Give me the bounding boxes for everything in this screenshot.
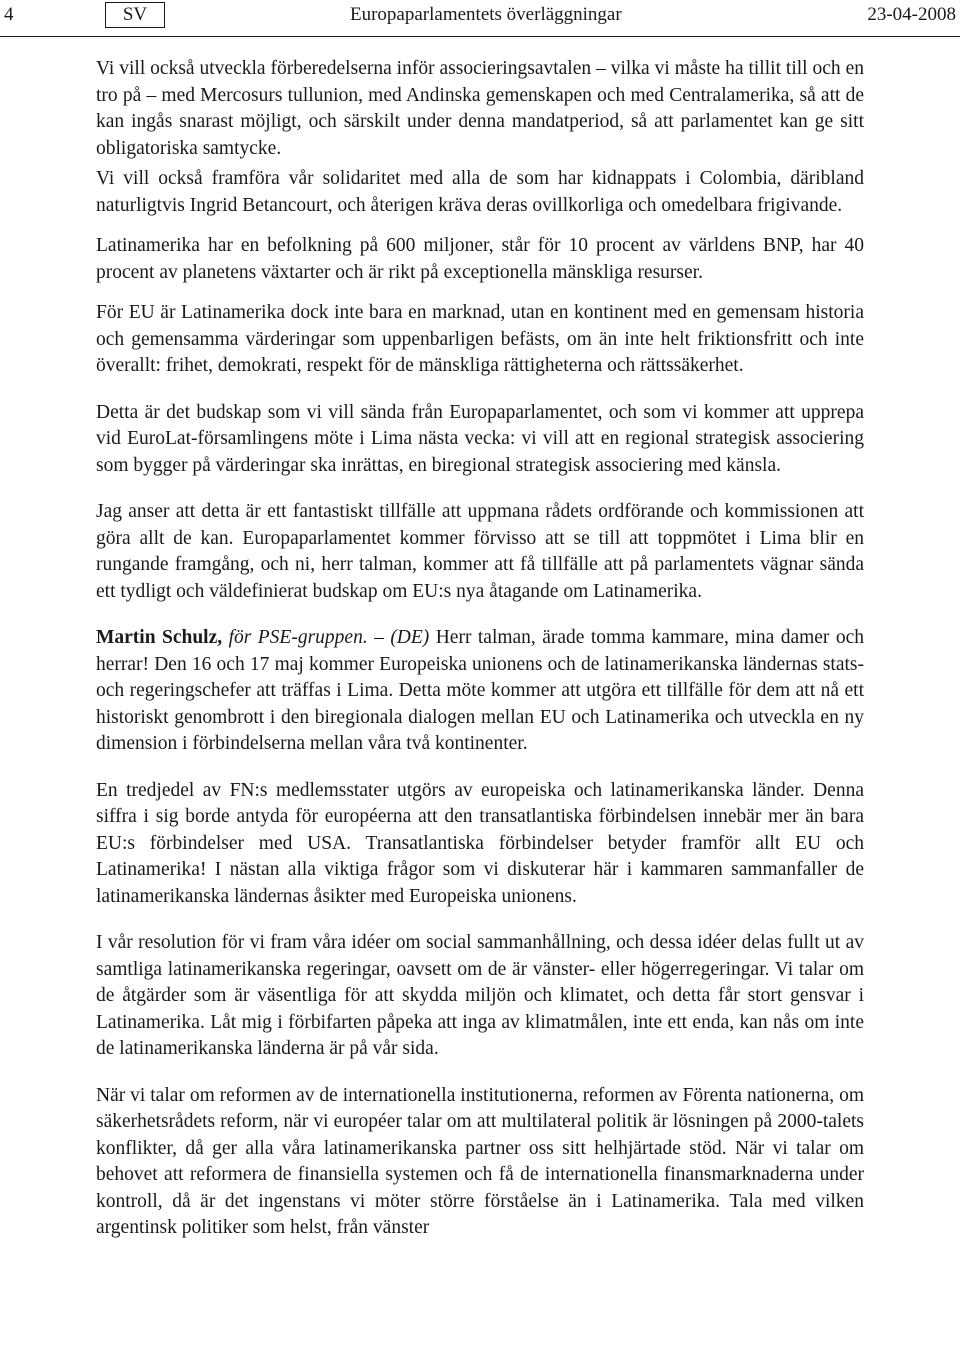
paragraph: Jag anser att detta är ett fantastiskt tillfälle att uppmana rådets ordförande och kommissionen att göra allt de kan. Europaparlamentet kommer förvisso att se till att toppmötet i Lima blir en rungande framgång, och ni, herr talman, kommer att få tillfälle att på parlamentets vägnar sända ett tydligt och väldefinierat budskap om EU:s nya åtagande om Latinamerika.	[96, 501, 864, 602]
speech-dash: –	[367, 627, 391, 648]
paragraph: Detta är det budskap som vi vill sända från Europaparlamentet, och som vi kommer att upprepa vid EuroLat-församlingens möte i Lima nästa vecka: vi vill att en regional strategisk associering som bygger på värderingar ska inrättas, en biregional strategisk associering med känsla.	[96, 401, 864, 476]
document-body	[96, 56, 864, 1242]
speaker-name: Martin Schulz,	[96, 627, 223, 648]
speech-language-code: (DE)	[390, 627, 430, 648]
paragraph: När vi talar om reformen av de internationella institutionerna, reformen av Förenta nationerna, om säkerhetsrådets reform, när vi européer talar om att multilateral politik är lösningen på 2000-talets konflikter, då ger alla våra latinamerikanska partner oss sitt helhjärtade stöd. När vi talar om behovet att reformera de finansiella systemen och få de internationella finansmarknaderna under kontroll, då är det ingenstans vi möter större förståelse än i Latinamerika. Tala med vilken argentinsk politiker som helst, från vänster	[96, 1084, 864, 1238]
language-label: SV	[105, 2, 165, 28]
header-date: 23-04-2008	[867, 4, 956, 25]
paragraph: Vi vill också utveckla förberedelserna inför associeringsavtalen – vilka vi måste ha tillit till och en tro på – med Mercosurs tullunion, med Andinska gemenskapen och med Centralamerika, så att de kan ingås snarast möjligt, och särskilt under denna mandatperiod, så att parlamentet kan ge sitt obligatoriska samtycke.	[96, 58, 864, 159]
paragraph: En tredjedel av FN:s medlemsstater utgörs av europeiska och latinamerikanska länder. Denna siffra i sig borde antyda för européerna att den transatlantiska förbindelsen innebär mer än bara EU:s förbindelser med USA. Transatlantiska förbindelser betyder framför allt EU och Latinamerika! I nästan alla viktiga frågor som vi diskuterar här i kammaren sammanfaller de latinamerikanska ländernas åsikter med Europeiska unionens.	[96, 779, 864, 907]
running-title: Europaparlamentets överläggningar	[350, 4, 622, 25]
paragraph: Vi vill också framföra vår solidaritet med alla de som har kidnappats i Colombia, däribland naturligtvis Ingrid Betancourt, och återigen kräva deras ovillkorliga och omedelbara frigivande.	[96, 168, 864, 216]
speaker-role: för PSE-gruppen.	[228, 627, 368, 648]
page-number: 4	[4, 4, 14, 25]
speech-opening-paragraph	[96, 625, 864, 758]
paragraph: För EU är Latinamerika dock inte bara en marknad, utan en kontinent med en gemensam historia och gemensamma värderingar som uppenbarligen befästs, om än inte helt friktionsfritt och inte överallt: frihet, demokrati, respekt för de mänskliga rättigheterna och rättssäkerhet.	[96, 302, 864, 376]
speech-opening-text: Herr talman, ärade tomma kammare, mina damer och herrar! Den 16 och 17 maj kommer Europeiska unionens och de latinamerikanska ländernas stats- och regeringschefer att träffas i Lima. Detta möte kommer att utgöra ett tillfälle för dem att nå ett historiskt genombrott i den biregionala dialogen mellan EU och Latinamerika och utveckla en ny dimension i förbindelserna mellan våra två kontinenter.	[96, 627, 865, 754]
page-header	[0, 0, 960, 37]
paragraph: Latinamerika har en befolkning på 600 miljoner, står för 10 procent av världens BNP, har 40 procent av planetens växtarter och är rikt på exceptionella mänskliga resurser.	[96, 235, 864, 283]
paragraph: I vår resolution för vi fram våra idéer om social sammanhållning, och dessa idéer delas fullt ut av samtliga latinamerikanska regeringar, oavsett om de är vänster- eller högerregeringar. Vi talar om de åtgärder som är väsentliga för att skydda miljön och klimatet, och detta får stort gensvar i Latinamerika. Låt mig i förbifarten påpeka att inga av klimatmålen, inte ett enda, kan nås om inte de latinamerikanska länderna är på vår sida.	[96, 932, 864, 1059]
